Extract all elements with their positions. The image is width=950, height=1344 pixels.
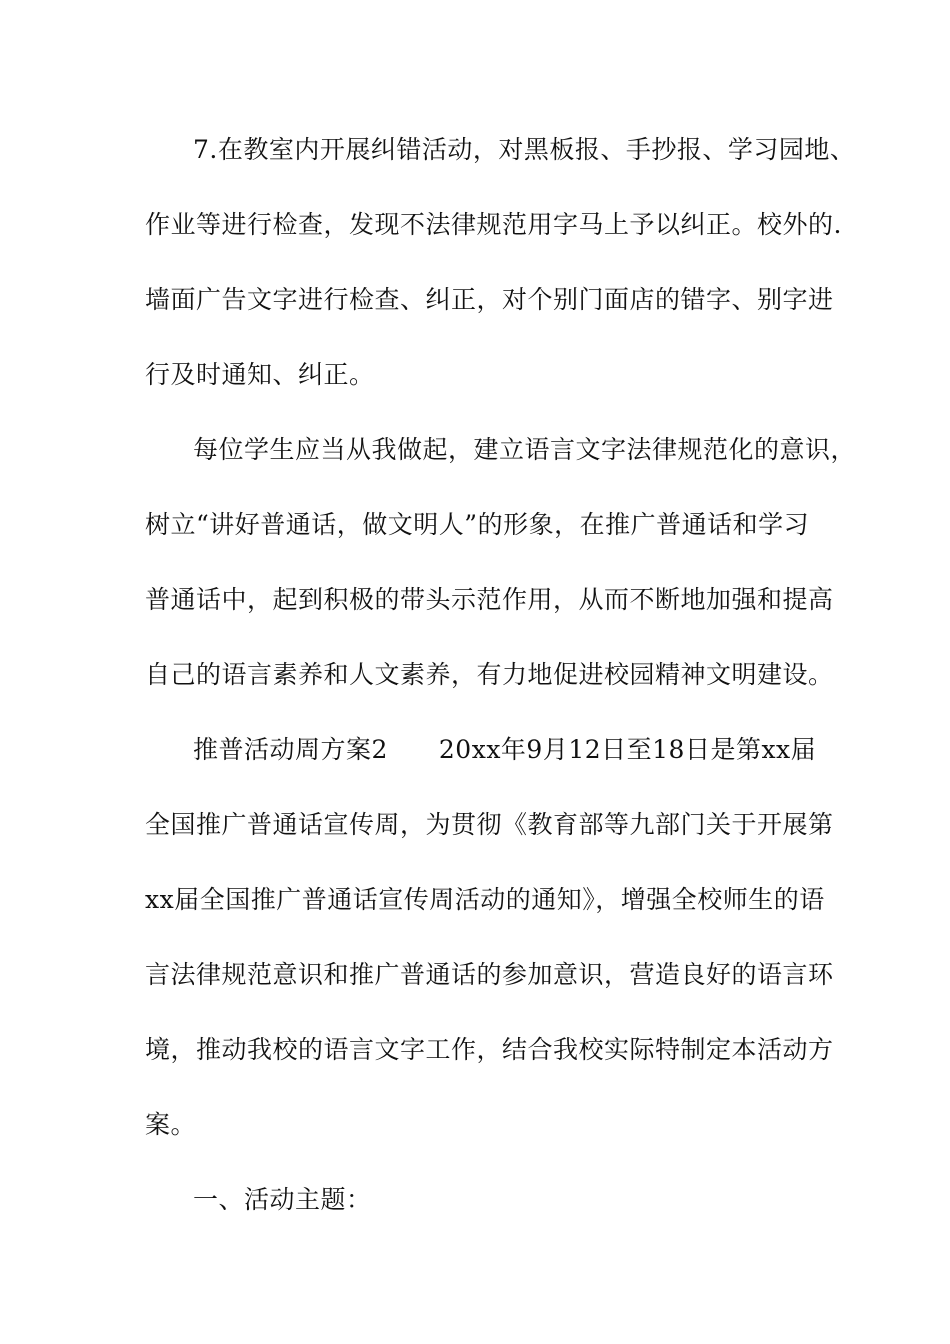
text-line-7: 普通话中，起到积极的带头示范作用，从而不断地加强和提高: [145, 585, 834, 614]
text-line-6: 树立“讲好普通话，做文明人”的形象，在推广普通话和学习: [145, 510, 810, 539]
text-line-13: 境，推动我校的语言文字工作，结合我校实际特制定本活动方: [145, 1035, 834, 1064]
text-line-4: 行及时通知、纠正。: [145, 360, 375, 389]
text-line-11: xx届全国推广普通话宣传周活动的通知》，增强全校师生的语: [145, 885, 825, 914]
text-line-8: 自己的语言素养和人文素养，有力地促进校园精神文明建设。: [145, 660, 834, 689]
text-line-2: 作业等进行检查，发现不法律规范用字马上予以纠正。校外的.: [145, 210, 842, 239]
section-heading: 一、活动主题：: [193, 1185, 372, 1214]
text-line-9: 推普活动周方案2 20xx年9月12日至18日是第xx届: [193, 735, 817, 764]
text-line-5: 每位学生应当从我做起，建立语言文字法律规范化的意识，: [193, 435, 857, 464]
text-line-14: 案。: [145, 1110, 197, 1139]
text-line-3: 墙面广告文字进行检查、纠正，对个别门面店的错字、别字进: [145, 285, 834, 314]
text-line-1: 7.在教室内开展纠错活动，对黑板报、手抄报、学习园地、: [193, 135, 856, 164]
text-line-12: 言法律规范意识和推广普通话的参加意识，营造良好的语言环: [145, 960, 834, 989]
text-line-10: 全国推广普通话宣传周，为贯彻《教育部等九部门关于开展第: [145, 810, 834, 839]
